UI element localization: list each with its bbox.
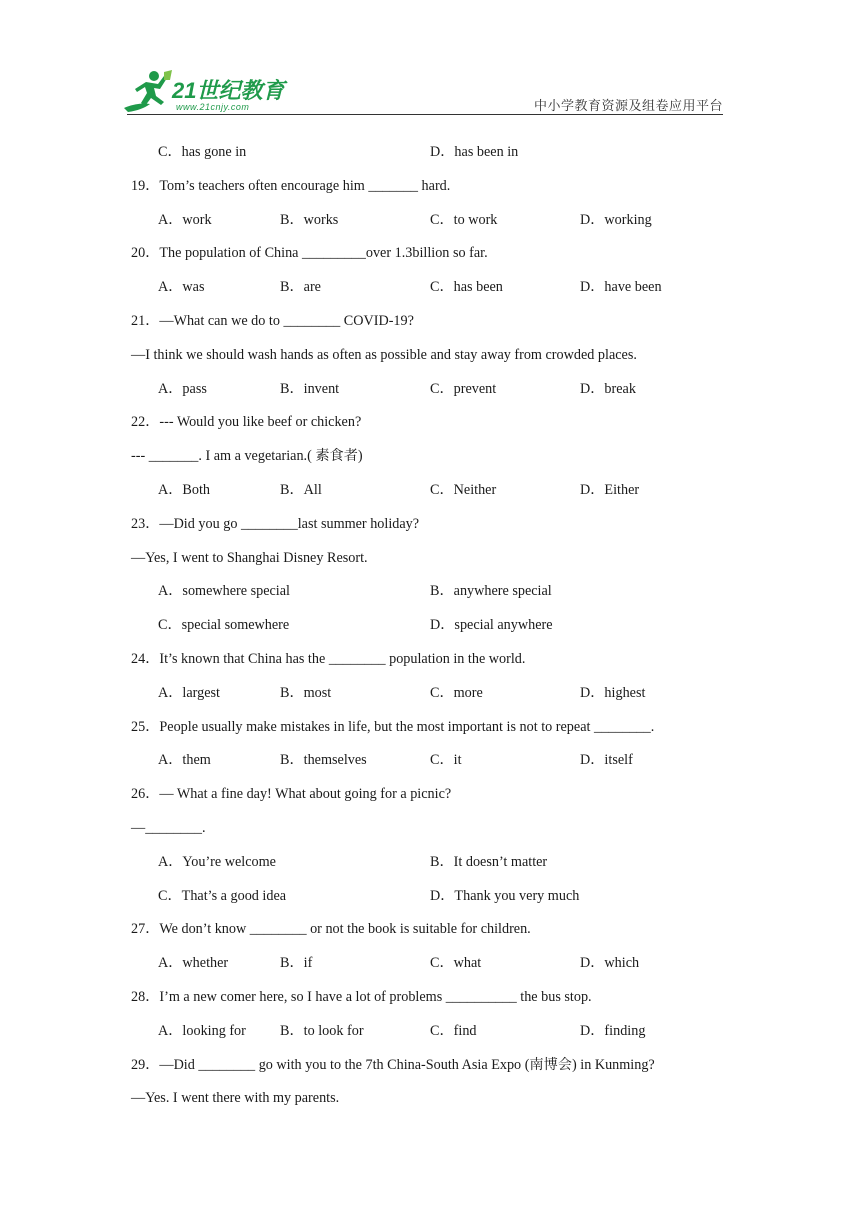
q19-stem: 19．Tom’s teachers often encourage him _______ hard. (131, 177, 451, 194)
q19-option-b[interactable]: B．works (280, 211, 339, 228)
q23-dialog-line: —Yes, I went to Shanghai Disney Resort. (131, 549, 368, 566)
q18-options-row (0, 136, 860, 170)
q18-option-d[interactable]: D．has been in (430, 144, 519, 160)
q23-option-b[interactable]: B．anywhere special (430, 583, 552, 600)
q25-options-row (0, 744, 860, 778)
q21-dialog-line: —I think we should wash hands as often as possible and stay away from crowded places. (131, 346, 637, 363)
q28-stem: 28．I’m a new comer here, so I have a lot of problems __________ the bus stop. (131, 988, 592, 1005)
q28-options-row (0, 1015, 860, 1049)
q24-option-b[interactable]: B．most (280, 684, 332, 701)
q23-option-c[interactable]: C．special somewhere (158, 617, 290, 634)
q25-stem: 25．People usually make mistakes in life, but the most important is not to repeat ________. (131, 718, 655, 735)
question-list (0, 136, 860, 1116)
q29-stem: 29．—Did ________ go with you to the 7th China-South Asia Expo (南博会) in Kunming? (131, 1056, 655, 1073)
q23-option-d[interactable]: D．special anywhere (430, 617, 553, 634)
q23-options-row-2 (0, 609, 860, 643)
site-logo (120, 68, 290, 118)
q20-options-row (0, 271, 860, 305)
q25-option-c[interactable]: C．it (430, 752, 462, 769)
logo-text: 21世纪教育 (172, 78, 285, 103)
q27-option-c[interactable]: C．what (430, 955, 482, 972)
q22-option-b[interactable]: B．All (280, 481, 322, 498)
q26-option-a[interactable]: A．You’re welcome (158, 853, 276, 870)
q21-options-row (0, 373, 860, 407)
q22-stem: 22．--- Would you like beef or chicken? (131, 414, 362, 431)
q27-options-row (0, 947, 860, 981)
q28-option-d[interactable]: D．finding (580, 1022, 646, 1039)
q27-option-d[interactable]: D．which (580, 955, 640, 972)
q22-options-row (0, 474, 860, 508)
q24-option-a[interactable]: A．largest (158, 684, 220, 701)
q26-dialog-line: —________. (131, 819, 206, 836)
q19-options-row (0, 204, 860, 238)
q27-option-b[interactable]: B．if (280, 955, 313, 972)
q24-options-row (0, 677, 860, 711)
q21-stem: 21．—What can we do to ________ COVID-19? (131, 312, 414, 329)
q20-stem: 20．The population of China _________over 1.3billion so far. (131, 245, 488, 262)
q29-dialog-line: —Yes. I went there with my parents. (131, 1090, 340, 1107)
q22-option-c[interactable]: C．Neither (430, 481, 497, 498)
q26-options-row-1 (0, 846, 860, 880)
q26-option-b[interactable]: B．It doesn’t matter (430, 853, 548, 870)
q28-option-b[interactable]: B．to look for (280, 1022, 364, 1039)
q21-option-c[interactable]: C．prevent (430, 380, 497, 397)
q26-stem: 26．— What a fine day! What about going for a picnic? (131, 786, 452, 803)
q21-option-b[interactable]: B．invent (280, 380, 340, 397)
q26-option-c[interactable]: C．That’s a good idea (158, 887, 287, 904)
q19-option-c[interactable]: C．to work (430, 211, 498, 228)
q19-option-d[interactable]: D．working (580, 211, 652, 228)
q23-options-row-1 (0, 575, 860, 609)
runner-logo-icon (120, 68, 176, 116)
q28-option-c[interactable]: C．find (430, 1022, 477, 1039)
q23-stem: 23．—Did you go ________last summer holiday? (131, 515, 420, 532)
q25-option-d[interactable]: D．itself (580, 752, 633, 769)
q24-option-c[interactable]: C．more (430, 684, 483, 701)
q22-option-a[interactable]: A．Both (158, 481, 211, 498)
q22-dialog-line: --- _______. I am a vegetarian.( 素食者) (131, 448, 363, 465)
q26-options-row-2 (0, 880, 860, 914)
platform-name: 中小学教育资源及组卷应用平台 (533, 98, 723, 113)
q24-option-d[interactable]: D．highest (580, 684, 646, 701)
header-divider (127, 114, 723, 115)
q27-stem: 27．We don’t know ________ or not the book is suitable for children. (131, 921, 531, 938)
q25-option-b[interactable]: B．themselves (280, 752, 367, 769)
q20-option-b[interactable]: B．are (280, 279, 321, 296)
page-header (0, 0, 860, 130)
q21-option-a[interactable]: A．pass (158, 380, 207, 397)
q21-option-d[interactable]: D．break (580, 380, 636, 397)
q27-option-a[interactable]: A．whether (158, 955, 229, 972)
logo-url: www.21cnjy.com (176, 102, 250, 112)
q19-option-a[interactable]: A．work (158, 211, 212, 228)
q28-option-a[interactable]: A．looking for (158, 1022, 246, 1039)
q20-option-c[interactable]: C．has been (430, 279, 503, 296)
q22-option-d[interactable]: D．Either (580, 481, 640, 498)
q25-option-a[interactable]: A．them (158, 752, 211, 769)
q24-stem: 24．It’s known that China has the ________ population in the world. (131, 650, 526, 667)
q26-option-d[interactable]: D．Thank you very much (430, 887, 580, 904)
q18-option-c[interactable]: C．has gone in (158, 144, 247, 160)
q20-option-a[interactable]: A．was (158, 279, 205, 296)
q20-option-d[interactable]: D．have been (580, 279, 662, 296)
q23-option-a[interactable]: A．somewhere special (158, 583, 290, 600)
